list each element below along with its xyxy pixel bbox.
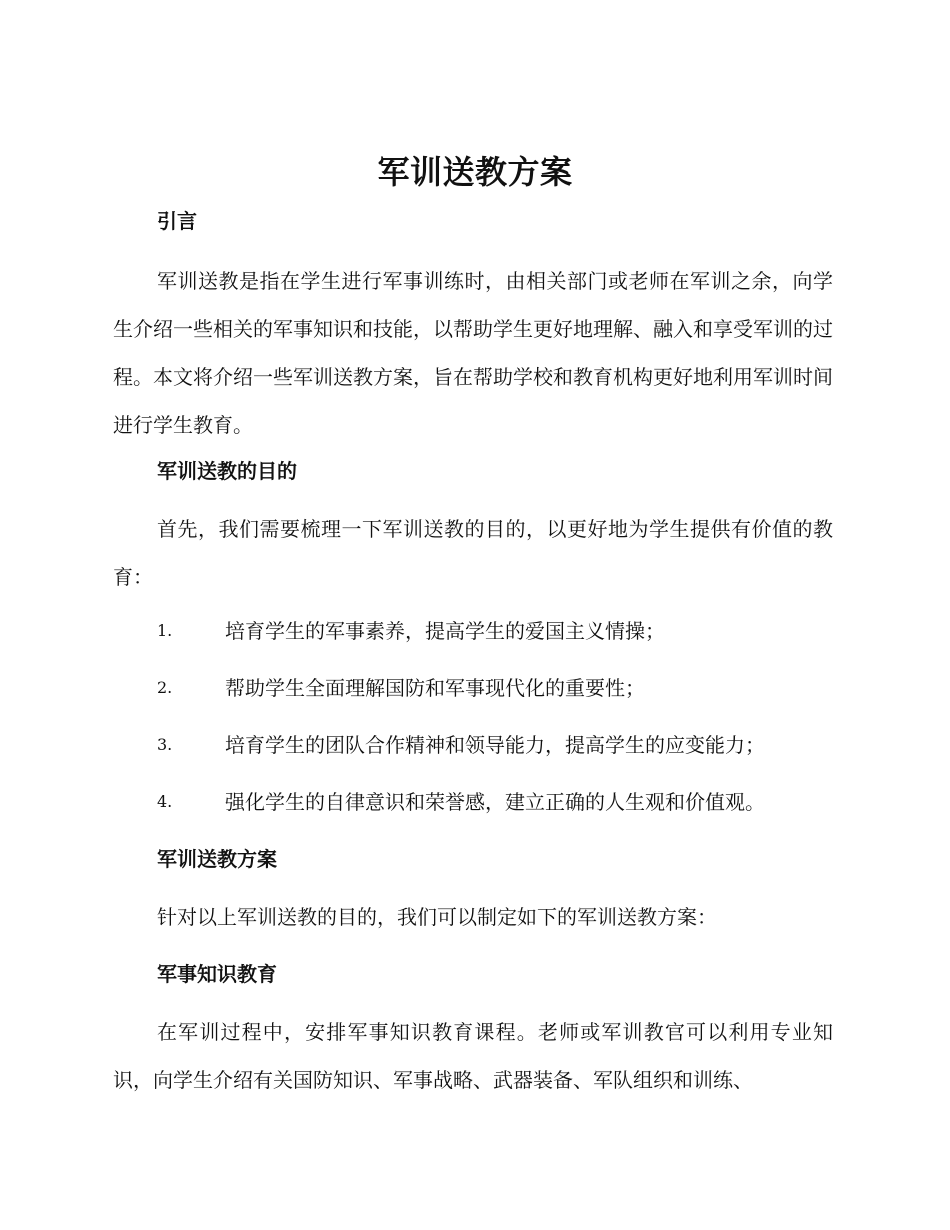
- military-knowledge-paragraph: 在军训过程中，安排军事知识教育课程。老师或军训教官可以利用专业知识，向学生介绍有关国防知识、军事战略、武器装备、军队组织和训练、: [113, 1020, 833, 1092]
- purpose-paragraph: 首先，我们需要梳理一下军训送教的目的，以更好地为学生提供有价值的教育：: [113, 517, 833, 589]
- section-heading-purpose: 军训送教的目的: [157, 459, 297, 483]
- section-heading-military-knowledge: 军事知识教育: [157, 962, 277, 986]
- list-item-text: 强化学生的自律意识和荣誉感，建立正确的人生观和价值观。: [225, 790, 765, 814]
- list-item-number: 2.: [157, 678, 173, 697]
- list-item-number: 4.: [157, 792, 173, 811]
- list-item: [157, 616, 837, 646]
- list-item: [157, 787, 837, 817]
- section-heading-introduction: 引言: [157, 209, 197, 233]
- list-item-text: 培育学生的军事素养，提高学生的爱国主义情操；: [225, 619, 665, 643]
- document-title: 军训送教方案: [377, 153, 573, 191]
- list-item-text: 培育学生的团队合作精神和领导能力，提高学生的应变能力；: [225, 733, 765, 757]
- list-item-number: 3.: [157, 735, 173, 754]
- list-item-text: 帮助学生全面理解国防和军事现代化的重要性；: [225, 676, 645, 700]
- plan-paragraph: 针对以上军训送教的目的，我们可以制定如下的军训送教方案：: [157, 905, 717, 929]
- section-heading-plan: 军训送教方案: [157, 847, 277, 871]
- list-item: [157, 730, 837, 760]
- list-item-number: 1.: [157, 621, 173, 640]
- list-item: [157, 673, 837, 703]
- introduction-paragraph: 军训送教是指在学生进行军事训练时，由相关部门或老师在军训之余，向学生介绍一些相关的军事知识和技能，以帮助学生更好地理解、融入和享受军训的过程。本文将介绍一些军训送教方案，旨在帮助学校和教育机构更好地利用军训时间进行学生教育。: [113, 269, 833, 437]
